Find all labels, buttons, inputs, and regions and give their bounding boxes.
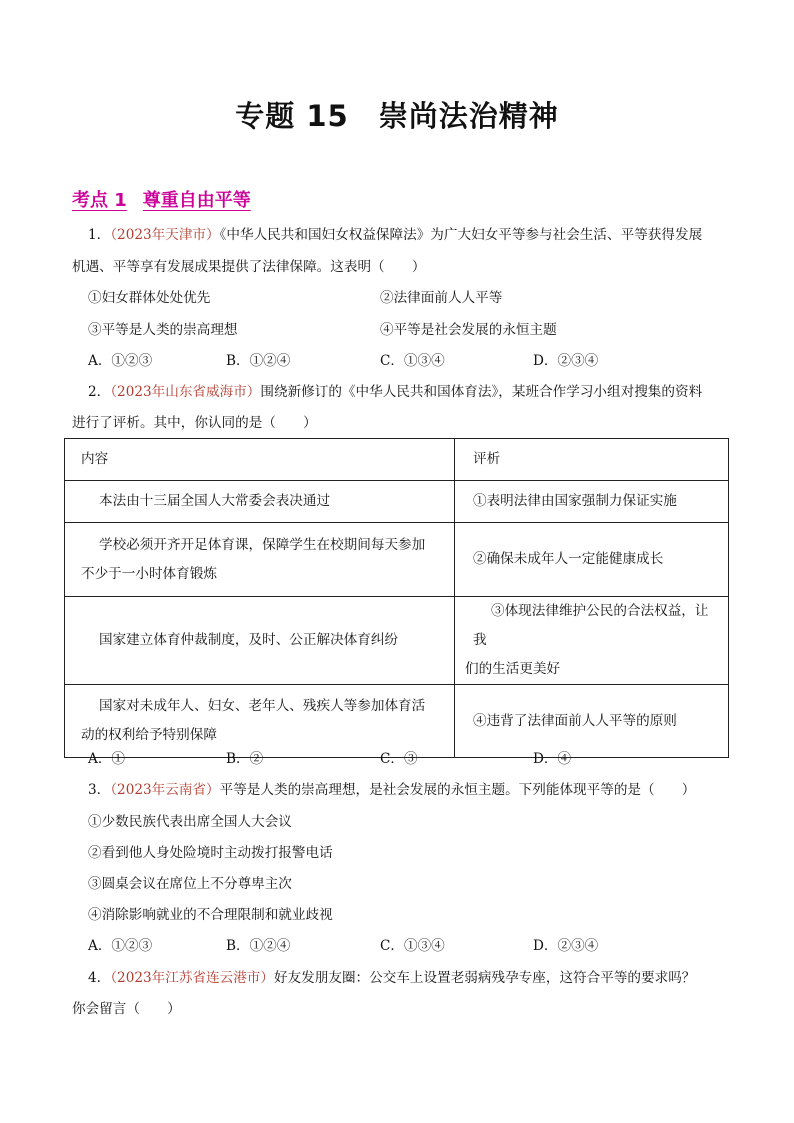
- q3-stem-line1: [88, 780, 695, 800]
- q3-option-c[interactable]: C．①③④: [380, 938, 445, 954]
- q3-item-1: ①少数民族代表出席全国人大会议: [88, 814, 292, 830]
- title-topic-name: 崇尚法治精神: [378, 99, 559, 133]
- q1-item-1: ①妇女群体处处优先: [88, 290, 211, 306]
- q2-option-d[interactable]: D．④: [533, 751, 572, 767]
- q4-number: 4．: [88, 970, 111, 986]
- table-row: [65, 597, 729, 685]
- row1-comment: ①表明法律由国家强制力保证实施: [455, 481, 729, 523]
- q3-option-d[interactable]: D．②③④: [533, 938, 599, 954]
- table-row: [65, 481, 729, 523]
- q1-option-a[interactable]: A．①②③: [88, 353, 153, 369]
- q2-stem-line2: 进行了评析。其中，你认同的是（ ）: [72, 415, 317, 431]
- table-row: [65, 685, 729, 758]
- q4-source: （2023年江苏省连云港市）: [110, 970, 274, 986]
- page-title: [0, 94, 794, 135]
- q1-stem-line2: 机遇、平等享有发展成果提供了法律保障。这表明（ ）: [72, 259, 426, 275]
- row2-comment: ②确保未成年人一定能健康成长: [455, 523, 729, 597]
- q1-stem-text: 《中华人民共和国妇女权益保障法》为广大妇女平等参与社会生活、平等获得发展: [219, 227, 703, 243]
- title-topic-number: 专题 15: [235, 99, 349, 133]
- section-name: 尊重自由平等: [142, 190, 251, 211]
- q3-item-3: ③圆桌会议在席位上不分尊卑主次: [88, 876, 292, 892]
- row2-content: 学校必须开齐开足体育课，保障学生在校期间每天参加 不少于一小时体育锻炼: [65, 523, 455, 597]
- row3-comment: ③体现法律维护公民的合法权益，让我 们的生活更美好: [455, 597, 729, 685]
- row4-content: 国家对未成年人、妇女、老年人、残疾人等参加体育活 动的权利给予特别保障: [65, 685, 455, 758]
- q2-option-a[interactable]: A．①: [88, 751, 126, 767]
- q3-item-2: ②看到他人身处险境时主动拨打报警电话: [88, 845, 333, 861]
- q1-item-3: ③平等是人类的崇高理想: [88, 322, 238, 338]
- q2-source: （2023年山东省威海市）: [110, 384, 261, 400]
- q2-option-b[interactable]: B．②: [226, 751, 264, 767]
- table-header-row: [65, 439, 729, 481]
- table-header-content: 内容: [65, 439, 455, 481]
- q3-source: （2023年云南省）: [110, 782, 220, 798]
- q4-stem-line1: [88, 968, 695, 988]
- q1-stem-line1: [88, 225, 702, 245]
- q2-table: [64, 438, 729, 758]
- q1-option-c[interactable]: C．①③④: [380, 353, 445, 369]
- q2-stem-text: 围绕新修订的《中华人民共和国体育法》，某班合作学习小组对搜集的资料: [260, 384, 703, 400]
- q1-option-b[interactable]: B．①②④: [226, 353, 291, 369]
- row4-comment: ④违背了法律面前人人平等的原则: [455, 685, 729, 758]
- q1-item-2: ②法律面前人人平等: [380, 290, 503, 306]
- table-header-comment: 评析: [455, 439, 729, 481]
- q3-number: 3．: [88, 782, 111, 798]
- q2-option-c[interactable]: C．③: [380, 751, 418, 767]
- row1-content: 本法由十三届全国人大常委会表决通过: [65, 481, 455, 523]
- q2-number: 2．: [88, 384, 111, 400]
- q3-stem-text: 平等是人类的崇高理想，是社会发展的永恒主题。下列能体现平等的是（ ）: [219, 782, 696, 798]
- q1-number: 1．: [88, 227, 111, 243]
- q3-item-4: ④消除影响就业的不合理限制和就业歧视: [88, 907, 333, 923]
- q3-option-b[interactable]: B．①②④: [226, 938, 291, 954]
- q1-item-4: ④平等是社会发展的永恒主题: [380, 322, 557, 338]
- q2-stem-line1: [88, 382, 702, 402]
- q4-stem-text: 好友发朋友圈：公交车上设置老弱病残孕专座，这符合平等的要求吗？: [273, 970, 696, 986]
- q1-option-d[interactable]: D．②③④: [533, 353, 599, 369]
- q4-stem-line2: 你会留言（ ）: [72, 1001, 181, 1017]
- section-heading: [72, 186, 251, 212]
- row3-content: 国家建立体育仲裁制度，及时、公正解决体育纠纷: [65, 597, 455, 685]
- q3-option-a[interactable]: A．①②③: [88, 938, 153, 954]
- section-number: 考点 1: [72, 190, 127, 211]
- q1-source: （2023年天津市）: [110, 227, 220, 243]
- table-row: [65, 523, 729, 597]
